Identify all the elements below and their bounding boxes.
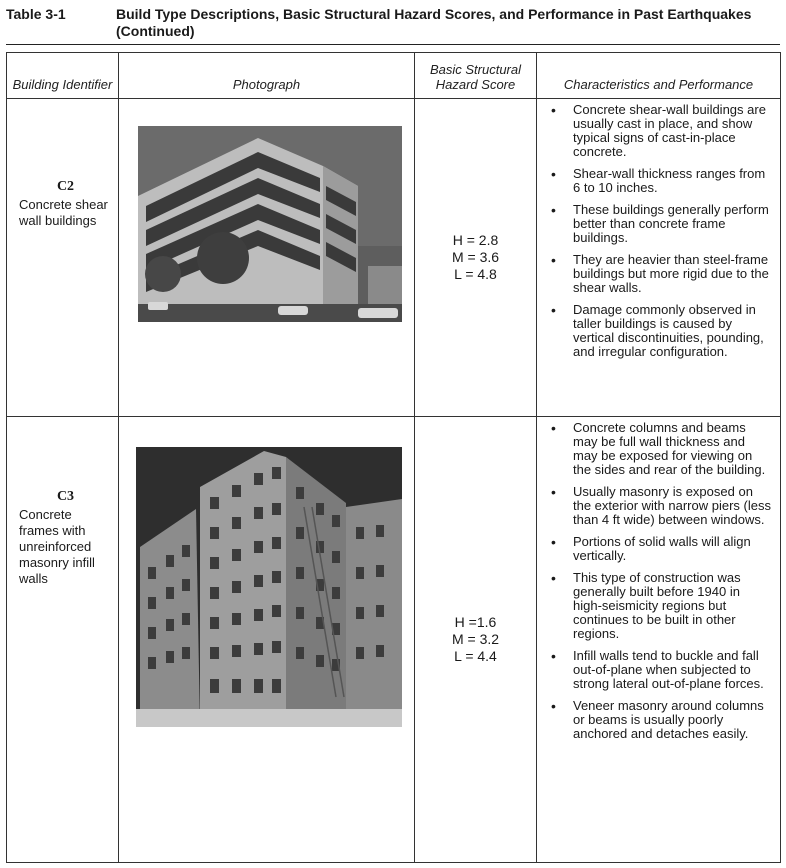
building-identifier — [7, 99, 119, 417]
score-h: H =1.6 — [454, 614, 497, 630]
table-row — [7, 99, 781, 417]
hazard-scores — [415, 99, 537, 417]
list-item: • Concrete shear-wall buildings are usually cast in place, and show typical signs of cast-in-place concrete. — [551, 103, 772, 159]
characteristics-list — [537, 99, 780, 371]
list-item: • This type of construction was generally built before 1940 in high-seismicity regions but continues to be built in other regions. — [551, 571, 772, 641]
characteristics-cell — [537, 99, 781, 417]
photo-cell — [119, 417, 415, 863]
building-name: Concrete frames with unreinforced masonry infill walls — [19, 507, 95, 586]
header-identifier: Building Identifier — [7, 53, 119, 99]
building-photo-c3 — [136, 447, 402, 727]
characteristics-cell — [537, 417, 781, 863]
hazard-scores — [415, 417, 537, 863]
header-score: Basic Structural Hazard Score — [415, 53, 537, 99]
building-name: Concrete shear wall buildings — [19, 197, 108, 228]
list-item: • Shear-wall thickness ranges from 6 to 10 inches. — [551, 167, 772, 195]
list-item: • Veneer masonry around columns or beams is usually poorly anchored and detaches easily. — [551, 699, 772, 741]
list-item: • Concrete columns and beams may be full wall thickness and may be exposed for viewing on the sides and rear of the building. — [551, 421, 772, 477]
list-item: • These buildings generally perform better than concrete frame buildings. — [551, 203, 772, 245]
score-l: L = 4.8 — [454, 266, 497, 282]
photo-cell — [119, 99, 415, 417]
list-item: • Portions of solid walls will align vertically. — [551, 535, 772, 563]
list-item: • Infill walls tend to buckle and fall out-of-plane when subjected to strong lateral out-of-plane forces. — [551, 649, 772, 691]
table-row — [7, 417, 781, 863]
score-m: M = 3.6 — [451, 249, 500, 265]
building-code: C3 — [56, 489, 75, 504]
score-m: M = 3.2 — [451, 631, 500, 647]
score-l: L = 4.4 — [454, 648, 497, 664]
header-photograph: Photograph — [119, 53, 415, 99]
building-code: C2 — [56, 179, 75, 194]
list-item: • They are heavier than steel-frame buildings but more rigid due to the shear walls. — [551, 253, 772, 295]
header-characteristics: Characteristics and Performance — [537, 53, 781, 99]
caption-rule — [6, 44, 780, 45]
building-photo-c2 — [138, 126, 402, 322]
characteristics-list — [537, 417, 780, 753]
table-number: Table 3-1 — [6, 6, 66, 22]
table-title: Build Type Descriptions, Basic Structural Hazard Scores, and Performance in Past Earthquakes (Continued) — [116, 6, 752, 39]
score-h: H = 2.8 — [452, 232, 499, 248]
header-row — [7, 53, 781, 99]
list-item: • Damage commonly observed in taller buildings is caused by vertical discontinuities, pounding, and irregular configuration. — [551, 303, 772, 359]
building-identifier — [7, 417, 119, 863]
list-item: • Usually masonry is exposed on the exterior with narrow piers (less than 4 ft wide) between windows. — [551, 485, 772, 527]
building-type-table — [6, 52, 781, 863]
